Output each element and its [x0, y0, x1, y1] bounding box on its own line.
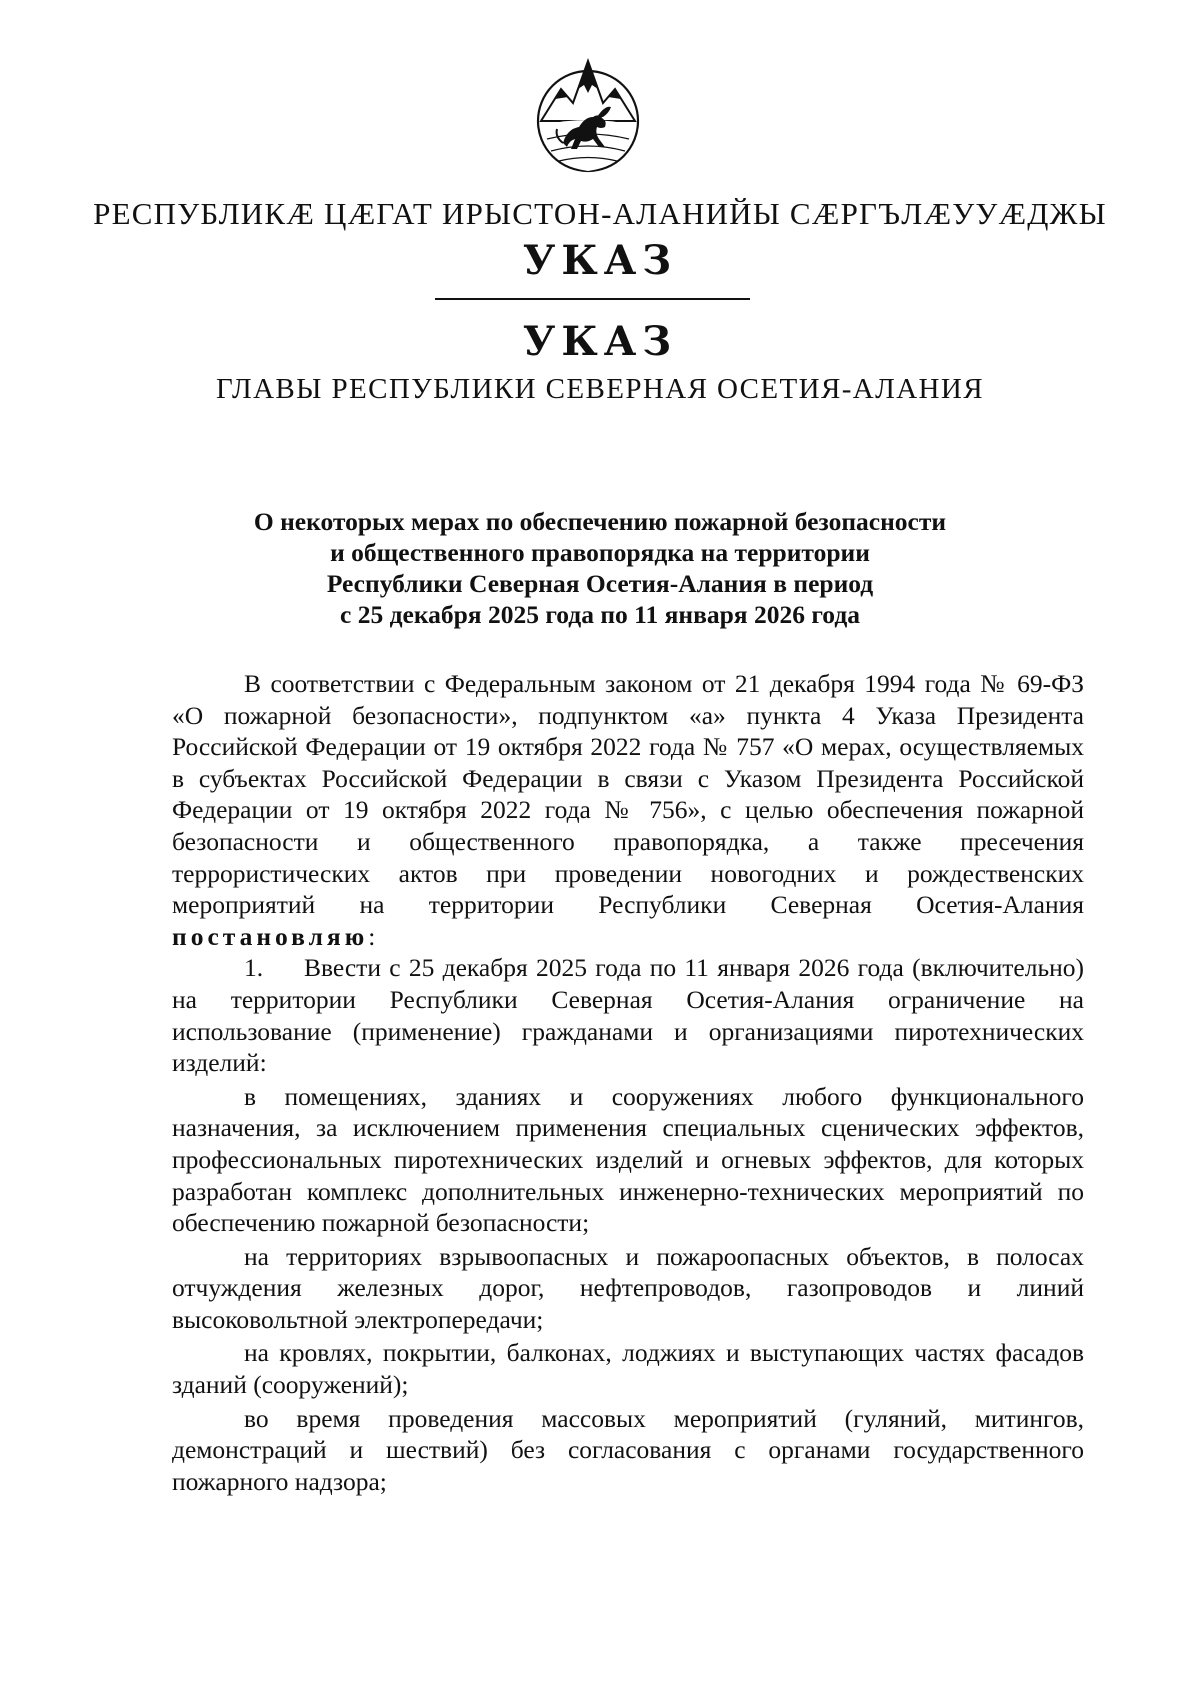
heading-line: Республики Северная Осетия-Алания в период	[326, 569, 874, 598]
clause-paragraph: на территориях взрывоопасных и пожароопасных объектов, в полосах отчуждения железных дорог, нефтепроводов, газопроводов и линий высоковольтной электропередачи;	[172, 1241, 1084, 1334]
decree-heading	[0, 506, 1200, 630]
item-1-number: 1.	[244, 953, 264, 983]
preamble-text: В соответствии с Федеральным законом от 21 декабря 1994 года № 69-ФЗ «О пожарной безопасности», подпунктом «а» пункта 4 Указа Президента Российской Федерации от 19 октября 2022 года № 757 «О мерах, осуществляемых в субъектах Российской Федерации в связи с Указом Президента Российской Федерации от 19 октября 2022 года № 756», с целью обеспечения пожарной безопасности и общественного правопорядка, а также пресечения террористических актов при проведении новогодних и рождественских мероприятий на территории Республики Северная Осетия-Алания	[172, 669, 1084, 920]
russian-official-title: ГЛАВЫ РЕСПУБЛИКИ СЕВЕРНАЯ ОСЕТИЯ-АЛАНИЯ	[216, 373, 984, 405]
coat-of-arms-icon	[533, 55, 643, 181]
heading-line: и общественного правопорядка на территории	[330, 538, 870, 567]
heading-line: с 25 декабря 2025 года по 11 января 2026 года	[340, 600, 860, 629]
item-1-paragraph	[172, 952, 1084, 1078]
clause-paragraph: в помещениях, зданиях и сооружениях любого функционального назначения, за исключением применения специальных сценических эффектов, профессиональных пиротехнических изделий и огневых эффектов, для которых разработан комплекс дополнительных инженерно-технических мероприятий по обеспечению пожарной безопасности;	[172, 1081, 1084, 1238]
decree-body	[172, 668, 1084, 1497]
decree-verb: постановляю	[172, 921, 369, 951]
preamble-paragraph	[172, 668, 1084, 952]
decree-verb-colon: :	[368, 921, 376, 951]
title-divider	[435, 298, 750, 300]
ossetian-official-title: РЕСПУБЛИКӔ ЦӔГАТ ИРЫСТОН-АЛАНИЙЫ СӔРГЪЛӔУУӔДЖЫ	[93, 196, 1107, 231]
clause-paragraph: во время проведения массовых мероприятий (гуляний, митингов, демонстраций и шествий) без согласования с органами государственного пожарного надзора;	[172, 1403, 1084, 1496]
decree-title-russian: УКАЗ	[522, 318, 678, 365]
decree-title-ossetian: УКАЗ	[522, 237, 678, 284]
item-1-text: Ввести с 25 декабря 2025 года по 11 января 2026 года (включительно) на территории Республики Северная Осетия-Алания ограничение на использование (применение) гражданами и организациями пиротехнических изделий:	[172, 953, 1084, 1078]
clause-paragraph: на кровлях, покрытии, балконах, лоджиях и выступающих частях фасадов зданий (сооружений);	[172, 1338, 1084, 1400]
heading-line: О некоторых мерах по обеспечению пожарной безопасности	[253, 507, 947, 536]
